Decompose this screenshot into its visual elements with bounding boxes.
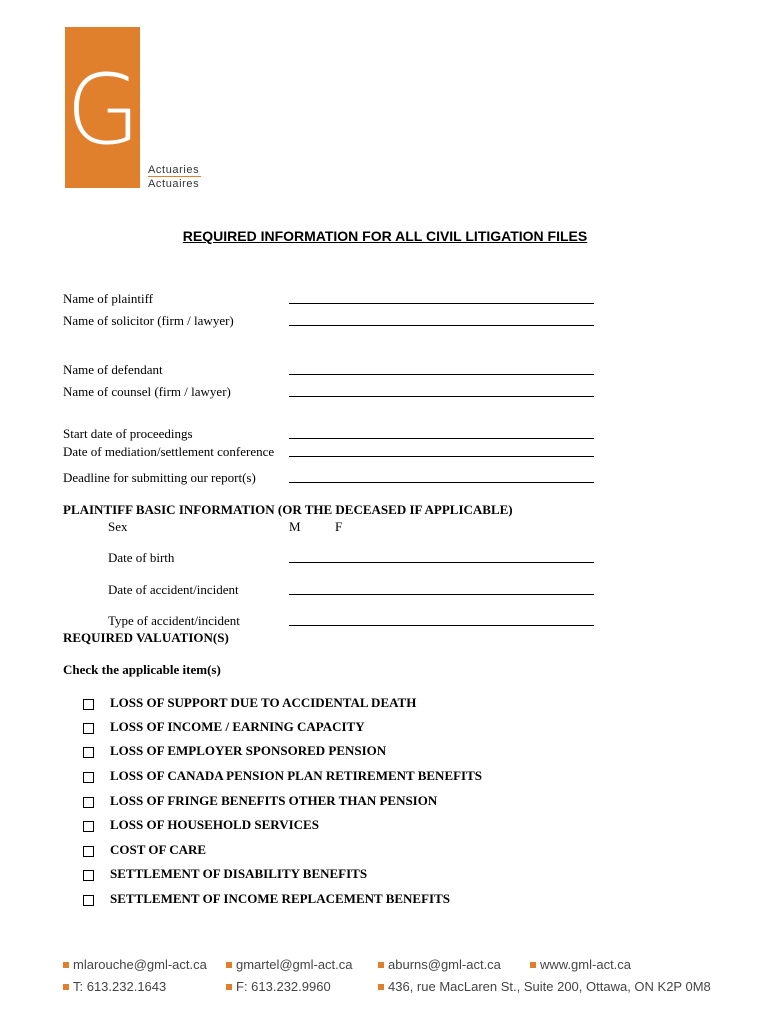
accident-date-label: Date of accident/incident — [108, 582, 239, 597]
plaintiff-field[interactable] — [289, 303, 594, 304]
valuation-item: LOSS OF CANADA PENSION PLAN RETIREMENT BENEFITS — [110, 768, 483, 783]
sex-option-m[interactable]: M — [289, 519, 301, 534]
valuation-item: SETTLEMENT OF INCOME REPLACEMENT BENEFITS — [110, 891, 450, 906]
valuation-item: SETTLEMENT OF DISABILITY BENEFITS — [110, 866, 368, 881]
logo-rule — [148, 176, 201, 177]
checkbox-fringe-benefits[interactable] — [83, 797, 94, 808]
footer-email-1[interactable] — [63, 957, 207, 972]
footer-email-3[interactable] — [378, 957, 501, 972]
bullet-icon — [63, 962, 69, 968]
sex-option-f[interactable]: F — [335, 519, 343, 534]
bullet-icon — [63, 984, 69, 990]
dob-label: Date of birth — [108, 550, 175, 565]
valuations-instruction: Check the applicable item(s) — [63, 662, 221, 677]
logo-wordmark — [66, 54, 268, 166]
valuation-item: LOSS OF INCOME / EARNING CAPACITY — [110, 719, 365, 734]
start-date-label: Start date of proceedings — [63, 426, 193, 441]
solicitor-field[interactable] — [289, 325, 594, 326]
valuation-item: LOSS OF HOUSEHOLD SERVICES — [110, 817, 319, 832]
checkbox-household-services[interactable] — [83, 821, 94, 832]
mediation-date-label: Date of mediation/settlement conference — [63, 444, 275, 459]
bullet-icon — [226, 962, 232, 968]
bullet-icon — [378, 962, 384, 968]
counsel-label: Name of counsel (firm / lawyer) — [63, 384, 231, 399]
checkbox-income-replacement[interactable] — [83, 895, 94, 906]
valuation-item: LOSS OF SUPPORT DUE TO ACCIDENTAL DEATH — [110, 695, 417, 710]
accident-type-label: Type of accident/incident — [108, 613, 240, 628]
bullet-icon — [378, 984, 384, 990]
accident-type-field[interactable] — [289, 625, 594, 626]
footer-phone — [63, 979, 166, 994]
dob-field[interactable] — [289, 562, 594, 563]
sex-label: Sex — [108, 519, 128, 534]
checkbox-cost-of-care[interactable] — [83, 846, 94, 857]
logo-sub-fr: Actuaires — [148, 178, 200, 190]
valuations-heading: REQUIRED VALUATION(S) — [63, 630, 229, 645]
page-title: REQUIRED INFORMATION FOR ALL CIVIL LITIGATION FILES — [182, 228, 588, 244]
solicitor-label: Name of solicitor (firm / lawyer) — [63, 313, 234, 328]
footer-email-3-text: aburns@gml-act.ca — [388, 957, 501, 972]
defendant-label: Name of defendant — [63, 362, 163, 377]
checkbox-loss-of-income[interactable] — [83, 723, 94, 734]
accident-date-field[interactable] — [289, 594, 594, 595]
deadline-label: Deadline for submitting our report(s) — [63, 470, 256, 485]
bullet-icon — [530, 962, 536, 968]
footer-email-2[interactable] — [226, 957, 353, 972]
logo-text: GML — [66, 54, 268, 166]
footer-email-2-text: gmartel@gml-act.ca — [236, 957, 353, 972]
logo-sub-en: Actuaries — [148, 164, 200, 176]
start-date-field[interactable] — [289, 438, 594, 439]
checkbox-cpp-benefits[interactable] — [83, 772, 94, 783]
checkbox-loss-of-support[interactable] — [83, 699, 94, 710]
footer-fax-text: F: 613.232.9960 — [236, 979, 331, 994]
plaintiff-label: Name of plaintiff — [63, 291, 154, 306]
mediation-date-field[interactable] — [289, 456, 594, 457]
footer-fax — [226, 979, 331, 994]
footer-website[interactable] — [530, 957, 631, 972]
footer-phone-text: T: 613.232.1643 — [73, 979, 167, 994]
defendant-field[interactable] — [289, 374, 594, 375]
bullet-icon — [226, 984, 232, 990]
footer-email-1-text: mlarouche@gml-act.ca — [73, 957, 207, 972]
footer-address — [378, 979, 711, 994]
valuation-item: COST OF CARE — [110, 842, 207, 857]
valuation-item: LOSS OF FRINGE BENEFITS OTHER THAN PENSION — [110, 793, 438, 808]
plaintiff-info-heading: PLAINTIFF BASIC INFORMATION (OR THE DECEASED IF APPLICABLE) — [63, 502, 513, 517]
counsel-field[interactable] — [289, 396, 594, 397]
checkbox-disability-benefits[interactable] — [83, 870, 94, 881]
footer-website-text: www.gml-act.ca — [540, 957, 632, 972]
footer-address-text: 436, rue MacLaren St., Suite 200, Ottawa, ON K2P 0M8 — [388, 979, 711, 994]
checkbox-employer-pension[interactable] — [83, 747, 94, 758]
valuation-item: LOSS OF EMPLOYER SPONSORED PENSION — [110, 743, 387, 758]
deadline-field[interactable] — [289, 482, 594, 483]
